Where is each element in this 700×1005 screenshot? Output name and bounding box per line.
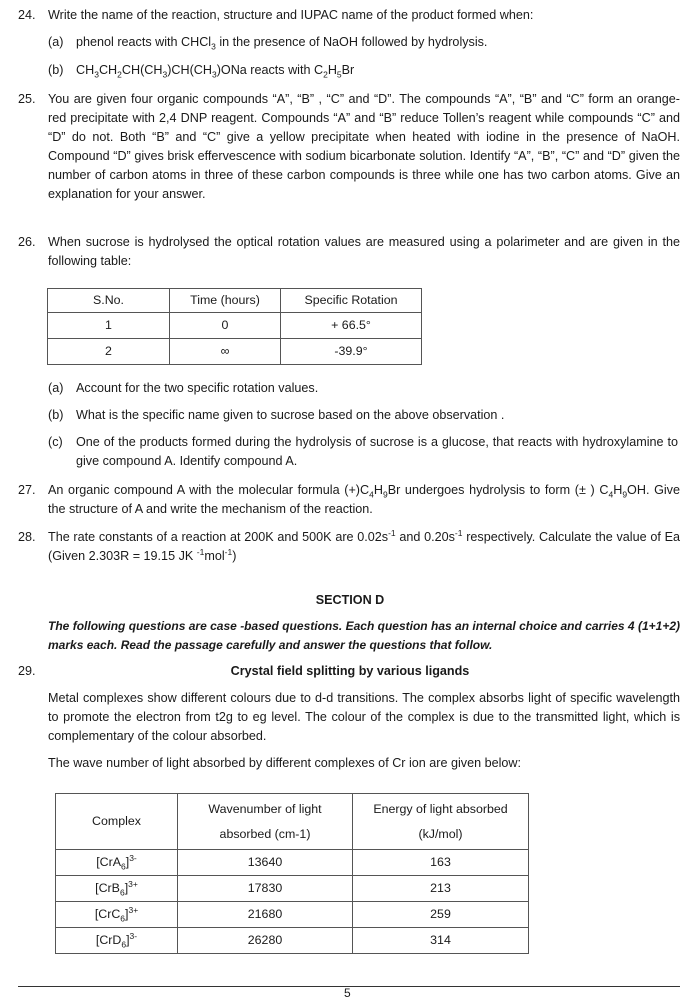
part-label: (b)	[48, 63, 64, 77]
question-text: Write the name of the reaction, structure and IUPAC name of the product formed when:	[48, 8, 534, 22]
question-24	[18, 6, 680, 25]
table-cell: 1	[48, 313, 170, 339]
question-text: The rate constants of a reaction at 200K and 500K are $0.02s^{-1}$ and $0.20s^{-1}$ respectively. Calculate the value of Ea (Given 2.303R = 19.15 JK $^{-1}$mol$^{-1}$)	[48, 527, 680, 563]
table-row	[56, 902, 529, 928]
instructions-text: The following questions are case -based questions. Each question has an internal choice and carries 4 (1+1+2) marks each. Read the passage carefully and answer the questions that follow.	[48, 619, 680, 652]
complex-table	[55, 793, 529, 954]
passage-text: Metal complexes show different colours due to d-d transitions. The complex absorbs light of specific wavelength to promote the electron from t2g to eg level. The colour of the complex is due to the transmitted light, which is complementary of the colour absorbed.	[48, 691, 680, 743]
table-header-cell: S.No.	[48, 289, 170, 313]
table-header-row	[48, 289, 422, 313]
page-number: 5	[344, 986, 351, 1000]
part-text: phenol reacts with CHCl$_3$ in the presence of NaOH followed by hydrolysis.	[76, 35, 488, 52]
question-24-part-b	[48, 61, 678, 80]
table-cell: 213	[353, 876, 529, 902]
question-27	[18, 481, 680, 519]
case-study-passage	[18, 689, 680, 746]
table-cell: + 66.5°	[281, 313, 422, 339]
table-row	[56, 850, 529, 876]
table-cell: 17830	[178, 876, 353, 902]
table-row	[48, 339, 422, 365]
question-number: 28.	[18, 530, 36, 544]
question-25	[18, 90, 680, 204]
question-text: An organic compound A with the molecular formula $(+)C_4H_9Br$ undergoes hydrolysis to form (± ) $C_4H_9OH$. Give the structure of A and write the mechanism of the reaction.	[48, 483, 680, 516]
table-cell: 2	[48, 339, 170, 365]
table-cell: $[CrB_6]^{3+}$	[56, 876, 178, 902]
part-text: $CH_3CH_2CH(CH_3)CH(CH_3)ONa$ reacts with $C_2H_5Br$	[76, 63, 355, 80]
section-title: SECTION D	[315, 593, 385, 607]
table-header-row	[56, 794, 529, 850]
table-header-cell: Wavenumber of light absorbed (cm-1)	[178, 794, 353, 850]
table-header-cell: Specific Rotation	[281, 289, 422, 313]
part-text: What is the specific name given to sucrose based on the above observation .	[76, 408, 505, 422]
table-cell: 163	[353, 850, 529, 876]
part-text: Account for the two specific rotation values.	[76, 381, 319, 395]
table-row	[48, 313, 422, 339]
table-cell: 21680	[178, 902, 353, 928]
table-row	[56, 928, 529, 954]
table-cell: -39.9°	[281, 339, 422, 365]
case-study-lead	[18, 754, 680, 773]
table-cell: 314	[353, 928, 529, 954]
question-26	[18, 233, 680, 271]
question-number: 25.	[18, 92, 36, 106]
part-label: (b)	[48, 408, 64, 422]
part-label: (c)	[48, 435, 63, 449]
question-text: You are given four organic compounds “A”, “B” , “C” and “D”. The compounds “A”, “B” and “C” form an orange- red precipitate with 2,4 DNP reagent. Compounds “A” and “B” reduce Tollen’s reagent while compounds “C” and “D” do not. Both “B” and “C” give a yellow precipitate when heated with iodine in the presence of NaOH. Compound “D” gives brisk effervescence with sodium bicarbonate solution. Identify “A”, “B”, “C” and “D” given the number of carbon atoms in three of these carbon compounds is three while one has two carbon atoms. Give an explanation for your answer.	[48, 92, 680, 201]
question-number: 24.	[18, 8, 36, 22]
table-row	[56, 876, 529, 902]
question-26-part-b	[48, 406, 678, 425]
section-instructions	[18, 617, 680, 655]
table-cell: $[CrA_6]^{3-}$	[56, 850, 178, 876]
table-cell: 0	[170, 313, 281, 339]
question-number: 29.	[18, 664, 36, 678]
question-26-part-c	[48, 433, 678, 471]
question-24-part-a	[48, 33, 678, 52]
rotation-table	[47, 288, 422, 365]
table-header-cell: Complex	[56, 794, 178, 850]
part-label: (a)	[48, 35, 64, 49]
passage-text: The wave number of light absorbed by different complexes of Cr ion are given below:	[48, 756, 521, 770]
question-number: 26.	[18, 235, 36, 249]
question-26-part-a	[48, 379, 678, 398]
table-cell: $[CrC_6]^{3+}$	[56, 902, 178, 928]
table-cell: ∞	[170, 339, 281, 365]
case-study-title: Crystal field splitting by various ligands	[230, 664, 470, 678]
table-header-cell: Time (hours)	[170, 289, 281, 313]
table-header-cell: Energy of light absorbed (kJ/mol)	[353, 794, 529, 850]
question-number: 27.	[18, 483, 36, 497]
question-28	[18, 528, 680, 566]
table-cell: 259	[353, 902, 529, 928]
table-cell: $[CrD_6]^{3-}$	[56, 928, 178, 954]
part-text: One of the products formed during the hydrolysis of sucrose is a glucose, that reacts with hydroxylamine to give compound A. Identify compound A.	[76, 435, 678, 468]
part-label: (a)	[48, 381, 64, 395]
table-cell: 26280	[178, 928, 353, 954]
question-text: When sucrose is hydrolysed the optical rotation values are measured using a polarimeter and are given in the following table:	[48, 235, 680, 268]
table-cell: 13640	[178, 850, 353, 876]
